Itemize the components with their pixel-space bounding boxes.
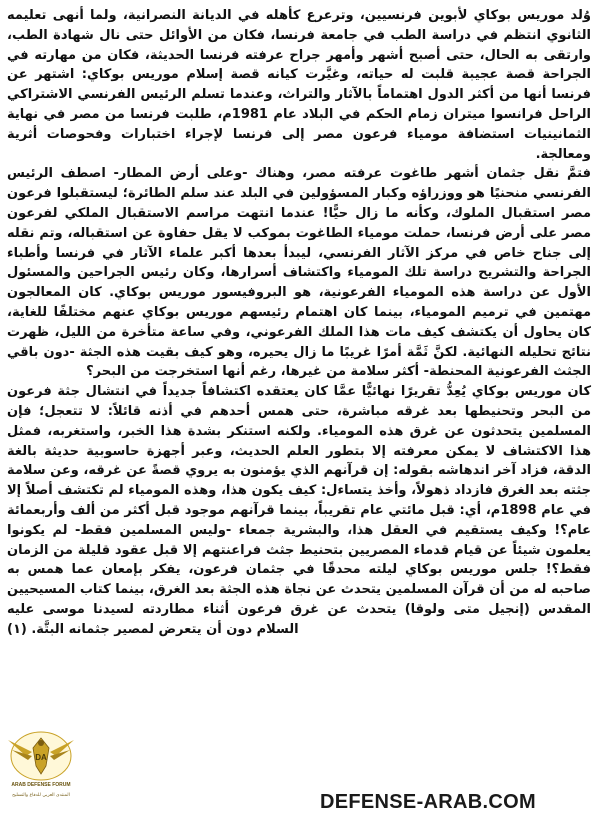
svg-text:DA: DA xyxy=(35,753,47,762)
watermark: DEFENSE-ARAB.COM xyxy=(320,791,536,813)
logo-brand-text: ARAB DEFENSE FORUM xyxy=(11,782,71,788)
eagle-emblem-icon xyxy=(2,726,80,784)
article-body xyxy=(7,6,591,640)
article-paragraph: فتمَّ نقل جثمان أشهر طاغوت عرفته مصر، وهناك -وعلى أرض المطار- اصطف الرئيس الفرنسي منحنيًا هو ووزراؤه وكبار المسؤولين في البلد عند سلم الطائرة؛ ليستقبلوا فرعون مصر استقبال الملوك، وكأنه ما زال حيًّا! عندما انتهت مراسم الاستقبال الملكي لفرعون مصر على أرض فرنسا، حملت مومياء الطاغوت بموكب لا يقل حفاوة عن استقباله، وتم نقله إلى جناح خاص في مركز الآثار الفرنسي، ليبدأ بعدها أكبر علماء الآثار في فرنسا وأطباء الجراحة والتشريح دراسة تلك المومياء واكتشاف أسرارها، وكان رئيس الجراحين والمسئول الأول عن دراسة هذه المومياء الفرعونية، هو البروفيسور موريس بوكاي. كان المعالجون مهتمين في ترميم المومياء، بينما كان اهتمام رئيسهم موريس بوكاي عنهم مختلفًا للغاية، كان يحاول أن يكتشف كيف مات هذا الملك الفرعوني، وفي ساعة متأخرة من الليل، ظهرت نتائج تحليله النهائية. لكنَّ ثَمَّة أمرًا غريبًا ما زال يحيره، وهو كيف بقيت هذه الجثة -دون باقي الجثث الفرعونية المحنطة- أكثر سلامة من غيرها، رغم أنها استخرجت من البحر؟ xyxy=(7,166,591,380)
logo-tagline: المنتدى العربي للدفاع والتسليح xyxy=(12,793,70,798)
forum-logo xyxy=(2,726,80,812)
article-paragraph: وُلد موريس بوكاي لأبوين فرنسيين، وترعرع كأهله في الديانة النصرانية، ولما أنهى تعليمه الثانوي انتظم في دراسة الطب في جامعة فرنسا، فكان من الأوائل حتى نال شهادة الطب، وارتقى به الحال، حتى أصبح أشهر وأمهر جراح عرفته فرنسا الحديثة، فكان من مهارته في الجراحة قصة عجيبة قلبت له حياته، وغيَّرت كيانه قصة إسلام موريس بوكاي: اشتهر عن فرنسا أنها من أكثر الدول اهتماماً بالآثار والتراث، وعندما تسلم الرئيس الفرنسي الاشتراكي الراحل فرانسوا ميتران زمام الحكم في البلاد عام 1981م، طلبت فرنسا من مصر في نهاية الثمانينيات استضافة مومياء فرعون مصر إلى فرنسا لإجراء اختبارات وفحوصات أثرية ومعالجة. xyxy=(7,8,591,162)
article-paragraph: كان موريس بوكاي يُعِدُّ تقريرًا نهائيًّا عمَّا كان يعتقده اكتشافاً جديداً في انتشال جثة فرعون من البحر وتحنيطها بعد غرقه مباشرة، حتى همس أحدهم في أذنه قائلاً: لا تتعجل؛ فإن المسلمين يتحدثون عن غرق هذه المومياء. ولكنه استنكر بشدة هذا الخبر، واستغربه، فمثل هذا الاكتشاف لا يمكن معرفته إلا بتطور العلم الحديث، وعبر أجهزة حاسوبية حديثة بالغة الدقة، فزاد آخر اندهاشه بقوله: إن قرآنهم الذي يؤمنون به يروي قصةً عن غرقه، وعن سلامة جثته بعد الغرق فازداد ذهولاً، وأخذ يتساءل: كيف يكون هذا، وهذه المومياء لم تكتشف أصلاً إلا في عام 1898م، أي: قبل مائتي عام تقريباً، بينما قرآنهم موجود قبل أكثر من ألف وأربعمائة عام؟! وكيف يستقيم في العقل هذا، والبشرية جمعاء -وليس المسلمين فقط- لم يكونوا يعلمون شيئاً عن قيام قدماء المصريين بتحنيط جثث فراعنتهم إلا قبل عقود قليلة من الزمان فقط؟! جلس موريس بوكاي ليلته محدقًا في جثمان فرعون، يفكر بإمعان عما همس به صاحبه له من أن قرآن المسلمين يتحدث عن نجاة هذه الجثة بعد الغرق، بينما كتاب المسيحيين المقدس (إنجيل متى ولوقا) يتحدث عن غرق فرعون أثناء مطاردته لسيدنا موسى عليه السلام دون أن يتعرض لمصير جثمانه البتَّة. (١) xyxy=(7,384,591,637)
